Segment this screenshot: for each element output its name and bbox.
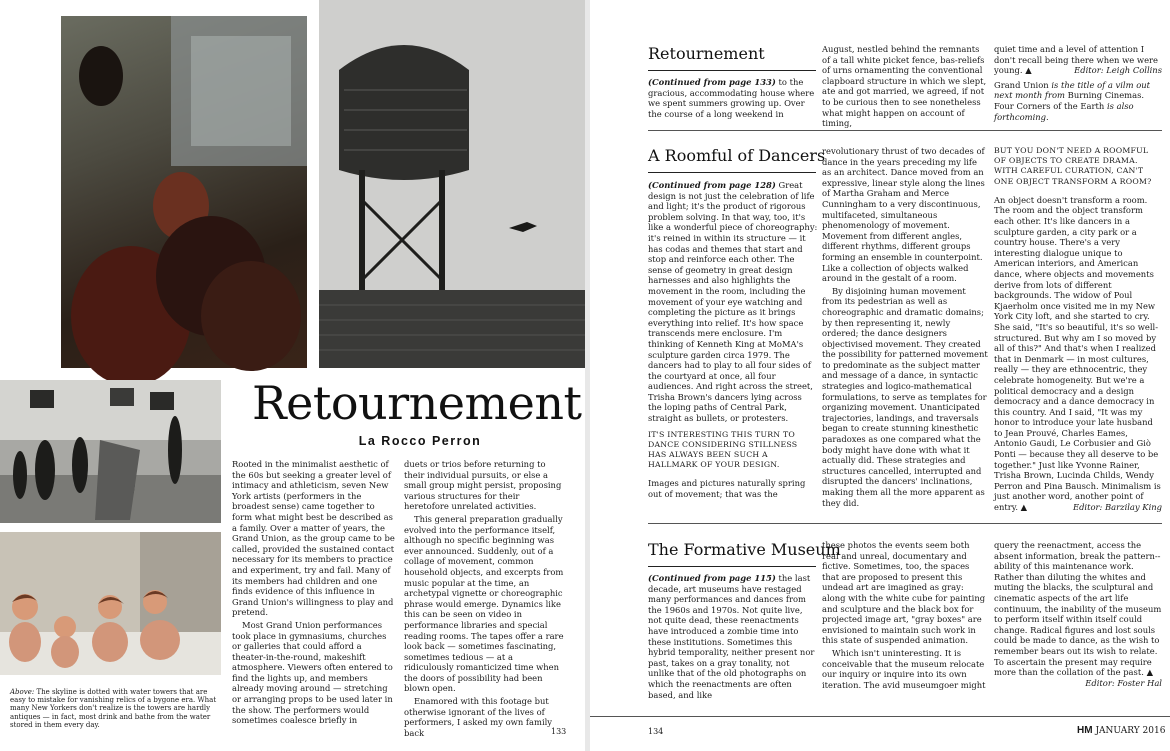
- photo-caption: [10, 688, 222, 729]
- sec2-title-rule: [648, 172, 816, 173]
- end-mark-icon: ▲: [1146, 667, 1154, 678]
- sec2-col2: [822, 146, 988, 512]
- sec1-note-d: is also forthcoming.: [994, 100, 1134, 122]
- footer-brand: HM: [1077, 725, 1093, 736]
- section-divider-1: [648, 130, 1162, 131]
- right-page: [590, 0, 1170, 751]
- sec2-editor: Editor: Barzilay King: [1072, 502, 1162, 513]
- sec1-title: Retournement: [648, 44, 765, 63]
- sec2-pull-quote-1: IT'S INTERESTING THIS TURN TO DANCE CONSIDERING STILLNESS HAS ALWAYS BEEN SUCH A HALLMARK OF YOUR DESIGN.: [648, 429, 798, 470]
- sec2-col2b: By disjoining human movement from its pedestrian as well as choreographic and dramatic domains; by then representing it, newly ordered; the dance designers objectivised movement. They created the possibility for patterned movement to predominate as the subject matter and message of a dance, in syntactic strategies and logico-mathematical formulations, to serve as templates for organizing movement. Unanticipated trajectories, landings, and traversals began to create stunning kinesthetic paradoxes as one compared what the body might have done with what it actually did. These strategies and structures cancelled, interrupted and disrupted the dancers' inclinations, making them all the more apparent as they did.: [822, 285, 988, 508]
- sec2-col1a: Great design is not just the celebration of life and light; it's the product of rigorous problem solving. In that way, too, it's like a wonderful piece of choreography: it's reined in within its structure — it has codas and themes that start and stop and reinforce each other. The sense of geometry in great design harnesses and also highlights the movement in the room, including the movement of your eye watching and completing the picture as it brings everything into relief. It's how space transcends mere enclosure. I'm thinking of Kenneth King at MoMA's sculpture garden circa 1979. The dancers had to play to all four sides of the courtyard at once, all four audiences. And right across the street, Trisha Brown's dancers lying across the loping paths of Central Park, straight as bullets, or protesters.: [648, 180, 818, 424]
- section-divider-2: [648, 523, 1162, 524]
- sec1-col3-text: quiet time and a level of attention I don't recall being there when we were young.: [994, 44, 1158, 76]
- sec1-col1: [648, 77, 818, 125]
- photo-dancers-flags: [0, 380, 221, 523]
- sec3-col2a: these photos the events seem both real and unreal, documentary and fictive. Sometimes, too, the spaces that are proposed to present this undead art are imagined as gray: along with the white cube for painting and sculpture and the black box for projected image art, "gray boxes" are envisioned to maintain such work in this state of suspended animation.: [822, 540, 986, 646]
- footer-date: JANUARY 2016: [1095, 726, 1166, 736]
- sec1-editor: Editor: Leigh Collins: [1074, 65, 1162, 76]
- left-column-1: [232, 459, 396, 726]
- end-mark-icon: ▲: [1025, 65, 1032, 76]
- sec1-cont: (Continued from page 133): [648, 77, 776, 87]
- left-col2-para-1: duets or trios before returning to their individual pursuits, or else a small group might persist, proposing various structures for their heretofore unrelated activities.: [404, 459, 562, 512]
- left-col2-para-3: Enamored with this footage but otherwise ignorant of the lives of performers, I asked my own family back: [404, 696, 553, 738]
- sec3-col3: [994, 540, 1162, 713]
- caption-label: Above:: [10, 688, 35, 696]
- photo-water-tower: [319, 0, 585, 368]
- article-title: Retournement: [252, 376, 582, 430]
- left-col2-para-2: This general preparation gradually evolved into the performance itself, although no specific beginning was ever announced. Suddenly, out of a collage of movement, common household objects, and excerpts from music popular at the time, an archetypal vignette or choreographic phrase would emerge. Dynamics like this can be seen on video in performance libraries and special reading rooms. The tapes offer a rare look back — sometimes fascinating, sometimes tedious — at a ridiculously romanticized time when the doors of possibility had been blown open.: [404, 513, 564, 694]
- sec3-col2b: Which isn't uninteresting. It is conceivable that the museum relocate our inquiry or inquire into its own iteration. The avid museumgoer might: [822, 647, 986, 690]
- sec3-title-rule: [648, 566, 816, 567]
- sec1-title-rule: [648, 70, 816, 71]
- sec2-cont: (Continued from page 128): [648, 180, 776, 190]
- sec3-col1-text: the last decade, art museums have restaged many performances and dances from the 1960s and 1970s. Not quite live, not quite dead, these reenactments have introduced a zombie time into these institutions. Sometimes this hybrid temporality, neither present nor past, takes on a gray tonality, not unlike that of the old photographs on which the reenactments are often based, and like: [648, 573, 815, 700]
- sec1-note-a: Grand Union: [994, 79, 1049, 90]
- photo-kids-bathtub: [0, 532, 221, 675]
- end-mark-icon: ▲: [1020, 502, 1028, 513]
- sec2-title: A Roomful of Dancers: [648, 146, 826, 165]
- footer-rule: [590, 716, 1170, 717]
- left-page-number: 133: [551, 727, 567, 736]
- sec1-col2-text: August, nestled behind the remnants of a tall white picket fence, bas-reliefs of urns ornamenting the conventional clapboard structure in which we slept, ate and got married, we agreed, if not to be curious then to see nonetheless what might happen on account of timing,: [822, 44, 987, 129]
- sec1-col3: [994, 44, 1162, 126]
- sec3-col3-text: query the reenactment, access the absent information, break the pattern--ability of this maintenance work. Rather than diluting the whites and muting the blacks, the sculptural and cinematic aspects of the art life continuum, the inability of the museum to perform itself within itself could change. Radical figures and lost souls could be made to dance, as the wish to remember bears out its wish to relate. To ascertain the present may require more than the collation of the past.: [994, 540, 1162, 678]
- sec1-col1-text: to the gracious, accommodating house where we spent summers growing up. Over the course of a long weekend in: [648, 77, 815, 119]
- sec2-col3-text: An object doesn't transform a room. The room and the object transform each other. It's like dancers in a sculpture garden, a city park or a country house. There's a very interesting dialogue unique to American interiors, and American dance, where objects and movements derive from lots of different backgrounds. The widow of Poul Kjaerholm once visited me in my New York City loft, and she started to cry. She said, "It's so beautiful, it's so well-structured. But why am I so moved by all of this?" And that's when I realized that in Denmark — in most cultures, really — they are ethnocentric, they celebrate homogeneity. But we're a political democracy and a design democracy and a dance democracy in this country. And I said, "It was my honor to introduce your late husband to Jean Prouvé, Charles Eames, Antonio Gaudi, Le Corbusier and Giò Ponti — because they all deserve to be together." Just like Yvonne Rainer, Trisha Brown, Lucinda Childs, Wendy Perron and Pina Bausch. Minimalism is just another word, another point of entry.: [994, 194, 1161, 513]
- footer-masthead: [1077, 725, 1165, 736]
- sec2-col1b: Images and pictures naturally spring out of movement; that was the: [648, 478, 806, 500]
- sec2-col1: [648, 180, 818, 512]
- sec3-col2: [822, 540, 988, 713]
- sec2-pull-quote-2: BUT YOU DON'T NEED A ROOMFUL OF OBJECTS TO CREATE DRAMA. WITH CAREFUL CURATION, CAN'T ONE OBJECT TRANSFORM A ROOM?: [994, 146, 1152, 186]
- sec1-col2: [822, 44, 988, 129]
- sec3-editor: Editor: Foster Hal: [1085, 677, 1162, 688]
- sec2-col2a: revolutionary thrust of two decades of dance in the years preceding my life as an architect. Dance moved from an expressive, linear style along the lines of Martha Graham and Merce Cunningham to a very discontinuous, multifaceted, simultaneous phenomenology of movement. Movement from different angles, different rhythms, different groups forming an ensemble in counterpoint. Like a collection of objects walked around in the gestalt of a room.: [822, 146, 985, 284]
- caption-text: The skyline is dotted with water towers that are easy to mistake for vanishing relics of a bygone era. What many New Yorkers don't realize is the towers are hardly antiques — in fact, most drink and bathe from the water stored in them every day.: [10, 688, 217, 729]
- photo-performers-silhouette: [61, 16, 307, 368]
- article-author: La Rocco Perron: [358, 434, 482, 448]
- sec3-title: The Formative Museum: [648, 540, 841, 559]
- sec3-cont: (Continued from page 115): [648, 573, 776, 583]
- sec3-col1: [648, 573, 818, 713]
- right-page-number: 134: [648, 727, 664, 736]
- left-col1-para-1: Rooted in the minimalist aesthetic of the 60s but seeking a greater level of intimacy and athleticism, seven New York artists (performers in the broadest sense) came together to form what might best be described as a family. Over a matter of years, the Grand Union, as the group came to be called, provided the sustained contact necessary for its members to practice and experiment, try and fail. Many of its members had children and one finds evidence of this influence in Grand Union's willingness to play and pretend.: [232, 459, 395, 618]
- sec2-col3: [994, 146, 1162, 512]
- sec1-note-b: is the title of a vilm out next month from: [994, 79, 1151, 101]
- sec1-note-c: Burning Cinemas. Four Corners of the Earth: [994, 90, 1145, 111]
- left-col1-para-2: Most Grand Union performances took place in gymnasiums, churches or galleries that could afford a theater-in-the-round, makeshift atmosphere. Viewers often entered to find the lights up, and members already moving around — stretching or arranging props to be used later in the show. The performers would sometimes coalesce briefly in: [232, 619, 393, 726]
